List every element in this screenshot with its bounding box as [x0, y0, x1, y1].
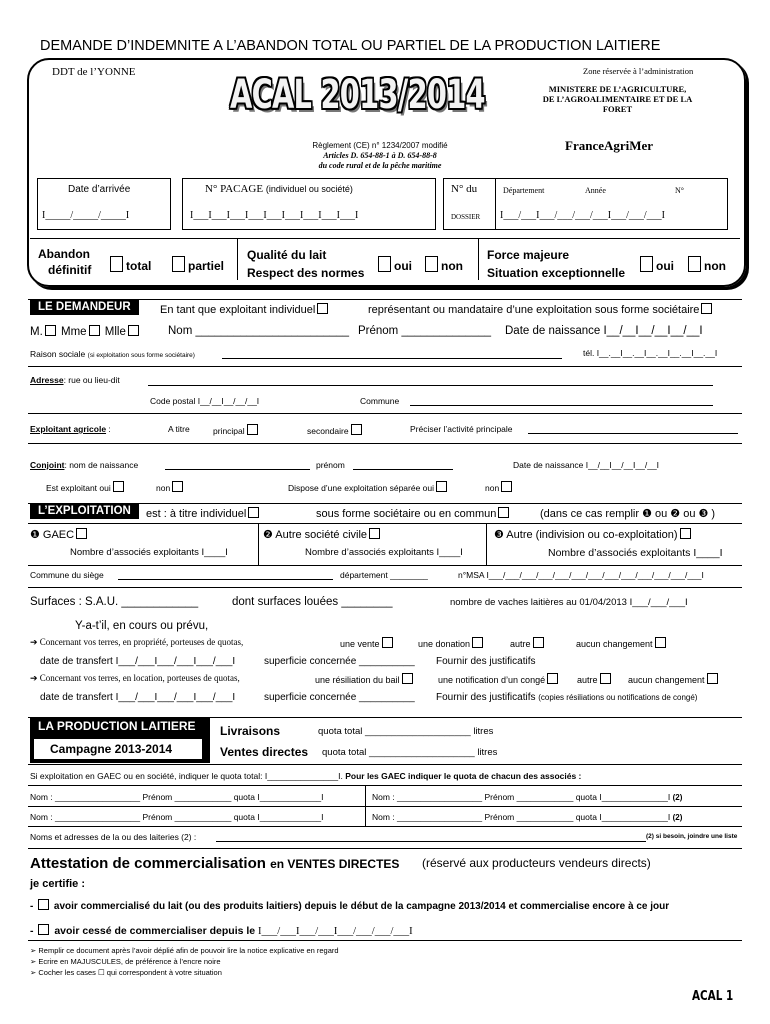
aucun-changement-location-box[interactable]: [707, 673, 718, 684]
dispose-non-box[interactable]: [501, 481, 512, 492]
total-box[interactable]: [110, 256, 123, 272]
dossier-label: DOSSIER: [451, 213, 481, 221]
associe-row-2-right[interactable]: Nom : __________________ Prénom ____________ quota I______________I (2): [372, 812, 683, 822]
aucun-changement-propriete-option[interactable]: aucun changement: [576, 637, 668, 649]
commune-label: Commune: [360, 396, 400, 406]
pacage-field[interactable]: I___I___I___I___I___I___I___I___I___I: [190, 210, 359, 221]
reglement-block: Règlement (CE) n° 1234/2007 modifié Articles D. 654-88-1 à D. 654-88-8 du code rural et de la pêche maritime: [312, 141, 448, 170]
conjoint-prenom-line[interactable]: [353, 469, 453, 470]
production-sep-4: [28, 826, 742, 827]
donation-box[interactable]: [472, 637, 483, 648]
date-transfert-propriete[interactable]: date de transfert I___/___I___/___I___/___I: [40, 656, 236, 667]
une-donation-option[interactable]: une donation: [418, 637, 485, 649]
est-exploitant-non-option[interactable]: non: [156, 481, 185, 493]
superficie-propriete[interactable]: superficie concernée __________: [264, 656, 415, 667]
individuel-box[interactable]: [317, 303, 328, 314]
commune-siege-label: Commune du siège: [30, 570, 104, 580]
abandon-vdiv-1: [237, 238, 238, 280]
principal-box[interactable]: [247, 424, 258, 435]
nb-associes-indivision[interactable]: Nombre d’associés exploitants I____I: [548, 547, 723, 559]
m-box[interactable]: [45, 325, 56, 336]
arrow-right-icon: ➔: [30, 673, 38, 683]
page-number: ACAL 1: [692, 989, 734, 1004]
qualite-oui-box[interactable]: [378, 256, 391, 272]
force-majeure-label: Force majeure Situation exceptionnelle: [487, 248, 626, 280]
dossier-field[interactable]: I___/___I___/___/___/___I___/___/___I: [500, 210, 665, 221]
exploitation-sep-1: [28, 523, 742, 524]
exploitation-vdiv-1: [258, 523, 259, 565]
force-non-box[interactable]: [688, 256, 701, 272]
est-exploitant-oui-box[interactable]: [113, 481, 124, 492]
conjoint-date-field[interactable]: Date de naissance I__/__I__/__I__/__I: [513, 460, 660, 470]
mme-box[interactable]: [89, 325, 100, 336]
conjoint-nom-line[interactable]: [165, 469, 310, 470]
footer-note-3: ➢ Cocher les cases ☐ qui correspondent à votre situation: [30, 968, 222, 977]
production-section-label: LA PRODUCTION LAITIERE: [38, 719, 196, 733]
cesse-box[interactable]: [38, 924, 49, 935]
sau-field[interactable]: Surfaces : S.A.U. ____________: [30, 596, 199, 608]
raison-sociale-label: Raison sociale (si exploitation sous forme sociétaire): [30, 349, 195, 359]
secondaire-box[interactable]: [351, 424, 362, 435]
adresse-label: Adresse: rue ou lieu-dit: [30, 375, 120, 385]
production-sep-3: [28, 806, 742, 807]
y-a-t-il-label: Y-a-t’il, en cours ou prévu,: [75, 620, 209, 632]
exploitant-agricole-label: Exploitant agricole :: [30, 424, 111, 434]
resiliation-option[interactable]: une résiliation du bail: [315, 673, 415, 685]
exploitation-sep-3: [28, 587, 742, 588]
acal-title: ACAL 2013/2014: [230, 72, 485, 118]
footer-notes: [30, 945, 339, 978]
commercialise-box[interactable]: [38, 899, 49, 910]
franceagrimer-label: FranceAgriMer: [565, 138, 654, 153]
autre-indivision-option[interactable]: ❸ Autre (indivision ou co-exploitation): [494, 528, 693, 541]
num-du-label: N° du: [451, 183, 478, 195]
aucun-changement-propriete-box[interactable]: [655, 637, 666, 648]
nb-associes-societe[interactable]: Nombre d’associés exploitants I____I: [305, 547, 463, 558]
abandon-divider: [30, 238, 740, 239]
laiteries-label: Noms et adresses de la ou des laiteries (2) :: [30, 832, 197, 842]
preciser-label: Préciser l’activité principale: [410, 424, 513, 434]
individuel-exploitation-box[interactable]: [248, 507, 259, 518]
autre-societe-option[interactable]: ❷ Autre société civile: [263, 528, 382, 541]
livraisons-label: Livraisons: [220, 724, 281, 738]
est-exploitant-non-box[interactable]: [172, 481, 183, 492]
abandon-label: Abandon définitif: [38, 247, 92, 277]
nb-associes-gaec[interactable]: Nombre d’associés exploitants I____I: [70, 547, 228, 558]
exploitation-section-label: L’EXPLOITATION: [30, 503, 139, 519]
quota-livraisons-field[interactable]: quota total ____________________ litres: [318, 726, 494, 737]
fournir-justificatifs-1: Fournir des justificatifs: [436, 656, 536, 667]
dispose-oui-box[interactable]: [436, 481, 447, 492]
a-titre-label: A titre: [168, 424, 190, 434]
ventes-directes-label: Ventes directes: [220, 745, 309, 759]
production-sep-2: [28, 785, 742, 786]
departement-field[interactable]: département ________: [340, 570, 428, 580]
secondaire-option[interactable]: secondaire: [307, 424, 364, 436]
arrow-bullet-icon: ➢: [30, 946, 37, 955]
quota-total-gaec-field[interactable]: Si exploitation en GAEC ou en société, indiquer le quota total: I_______________I. Pour les GAEC indiquer le quota de chacun des associés :: [30, 771, 582, 781]
arrow-bullet-icon: ➢: [30, 957, 37, 966]
representant-box[interactable]: [701, 303, 712, 314]
dispose-option[interactable]: Dispose d’une exploitation séparée oui: [288, 481, 449, 493]
dispose-non-option[interactable]: non: [485, 481, 514, 493]
laiteries-line[interactable]: [216, 841, 646, 842]
qualite-non-checkbox[interactable]: non: [425, 256, 463, 273]
abandon-vdiv-2: [478, 238, 479, 280]
departement-label: Département: [503, 186, 545, 195]
mlle-box[interactable]: [128, 325, 139, 336]
tel-field[interactable]: tél. I__.__I__.__I__.__I__.__I__.__I: [583, 348, 718, 358]
gaec-box[interactable]: [76, 528, 87, 539]
en-tant-que-option[interactable]: En tant que exploitant individuel: [160, 303, 330, 316]
dans-ce-cas-note: (dans ce cas remplir ❶ ou ❷ ou ❸ ): [540, 508, 716, 520]
surfaces-louees-field[interactable]: dont surfaces louées ________: [232, 596, 393, 608]
nom-field[interactable]: Nom ________________________: [168, 325, 349, 337]
attestation-line-1[interactable]: - avoir commercialisé du lait (ou des produits laitiers) depuis le début de la campagne 2013/2014 et commercialise encore à ce jour: [30, 901, 670, 912]
superficie-location[interactable]: superficie concernée __________: [264, 692, 415, 703]
pacage-label: N° PACAGE (individuel ou société): [205, 183, 353, 195]
adresse-line[interactable]: [148, 385, 713, 386]
ddt-label: DDT de l’YONNE: [52, 66, 136, 78]
exploitation-sep-2: [28, 565, 742, 566]
footer-note-2: ➢ Ecrire en MAJUSCULES, de préférence à l’encre noire: [30, 957, 221, 966]
concernant-propriete-label: ➔ Concernant vos terres, en propriété, porteuses de quotas,: [30, 637, 244, 647]
une-vente-option[interactable]: une vente: [340, 637, 395, 649]
partiel-checkbox[interactable]: partiel: [172, 256, 224, 273]
demandeur-section-label: LE DEMANDEUR: [30, 299, 139, 315]
autre-indivision-box[interactable]: [680, 528, 691, 539]
attestation-line-2[interactable]: - avoir cessé de commercialiser depuis le I___/___I___/___I___/___/___/___I: [30, 925, 413, 937]
force-oui-checkbox[interactable]: oui: [640, 256, 674, 273]
page-title: DEMANDE D’INDEMNITE A L’ABANDON TOTAL OU PARTIEL DE LA PRODUCTION LAITIERE: [40, 38, 661, 54]
raison-sociale-line[interactable]: [222, 358, 562, 359]
arrow-right-icon: ➔: [30, 637, 38, 647]
autre-propriete-box[interactable]: [533, 637, 544, 648]
principal-option[interactable]: principal: [213, 424, 260, 436]
autre-propriete-option[interactable]: autre: [510, 637, 546, 649]
autre-location-option[interactable]: autre: [577, 673, 613, 685]
production-sep-1: [28, 764, 742, 765]
conjoint-prenom-label: prénom: [316, 460, 345, 470]
sous-forme-option[interactable]: sous forme sociétaire ou en commun: [316, 507, 511, 520]
attestation-title: Attestation de commercialisation en VENTES DIRECTES: [30, 855, 400, 872]
quota-ventes-field[interactable]: quota total ____________________ litres: [322, 747, 498, 758]
date-transfert-location[interactable]: date de transfert I___/___I___/___I___/___I: [40, 692, 236, 703]
preciser-line[interactable]: [528, 433, 738, 434]
annee-label: Année: [585, 186, 606, 195]
vente-box[interactable]: [382, 637, 393, 648]
force-oui-box[interactable]: [640, 256, 653, 272]
attestation-reserve: (réservé aux producteurs vendeurs directs): [422, 856, 651, 870]
qualite-label: Qualité du lait Respect des normes: [247, 248, 365, 280]
dossier-divider: [495, 179, 496, 229]
partiel-box[interactable]: [172, 256, 185, 272]
prenom-field[interactable]: Prénom ______________: [358, 325, 492, 337]
commune-line[interactable]: [410, 405, 713, 406]
force-non-checkbox[interactable]: non: [688, 256, 726, 273]
nb-vaches-field[interactable]: nombre de vaches laitières au 01/04/2013 I___/___/___I: [450, 597, 688, 608]
est-exploitant-option[interactable]: Est exploitant oui: [46, 481, 126, 493]
date-arrivee-label: Date d’arrivée: [68, 184, 131, 195]
demandeur-sep-1: [28, 366, 742, 367]
qualite-oui-checkbox[interactable]: oui: [378, 256, 412, 273]
notification-option[interactable]: une notification d’un congé: [438, 673, 560, 685]
total-checkbox[interactable]: total: [110, 256, 151, 273]
commune-siege-line[interactable]: [118, 579, 333, 580]
footer-note-1: ➢ Remplir ce document après l’avoir déplié afin de pouvoir lire la notice explicative en regard: [30, 946, 339, 955]
resiliation-box[interactable]: [402, 673, 413, 684]
civilite-row: M. Mme Mlle: [30, 325, 141, 338]
production-bottom-line: [28, 848, 742, 849]
campagne-label: Campagne 2013-2014: [50, 742, 173, 756]
num-label: N°: [675, 186, 684, 195]
fournir-justificatifs-2: Fournir des justificatifs (copies résiliations ou notifications de congé): [436, 692, 698, 703]
aucun-changement-location-option[interactable]: aucun changement: [628, 673, 720, 685]
demandeur-sep-3: [28, 443, 742, 444]
autre-location-box[interactable]: [600, 673, 611, 684]
arrow-bullet-icon: ➢: [30, 968, 37, 977]
gaec-option[interactable]: ❶ GAEC: [30, 528, 89, 541]
sous-forme-box[interactable]: [498, 507, 509, 518]
date-naissance-field[interactable]: Date de naissance I__/__I__/__I__/__I: [505, 325, 703, 337]
conjoint-label: Conjoint: nom de naissance: [30, 460, 139, 470]
titre-individuel-option[interactable]: est : à titre individuel: [146, 507, 261, 520]
notification-box[interactable]: [547, 673, 558, 684]
attestation-bottom-line: [28, 940, 742, 941]
exploitation-vdiv-2: [486, 523, 487, 565]
associe-row-2-left[interactable]: Nom : __________________ Prénom ____________ quota I_____________I: [30, 812, 324, 822]
associe-row-1-left[interactable]: Nom : __________________ Prénom ____________ quota I_____________I: [30, 792, 324, 802]
zone-admin-label: Zone réservée à l’administration: [583, 66, 694, 76]
representant-option[interactable]: représentant ou mandataire d’une exploitation sous forme sociétaire: [368, 303, 714, 316]
concernant-location-label: ➔ Concernant vos terres, en location, porteuses de quotas,: [30, 673, 240, 683]
qualite-non-box[interactable]: [425, 256, 438, 272]
date-arrivee-field[interactable]: I_____/_____/_____I: [42, 210, 130, 221]
associe-row-1-right[interactable]: Nom : __________________ Prénom ____________ quota I______________I (2): [372, 792, 683, 802]
msa-field[interactable]: n°MSA I___/___/___/___/___/___/___/___/___/___/___/___/___I: [458, 570, 704, 580]
autre-societe-box[interactable]: [369, 528, 380, 539]
si-besoin-note: (2) si besoin, joindre une liste: [646, 833, 738, 840]
je-certifie-label: je certifie :: [30, 878, 86, 890]
code-postal-field[interactable]: Code postal I__/__I__/__/__I: [150, 396, 260, 406]
demandeur-sep-2: [28, 413, 742, 414]
ministere-block: MINISTERE DE L’AGRICULTURE, DE L’AGROALIMENTAIRE ET DE LA FORET: [542, 84, 693, 114]
